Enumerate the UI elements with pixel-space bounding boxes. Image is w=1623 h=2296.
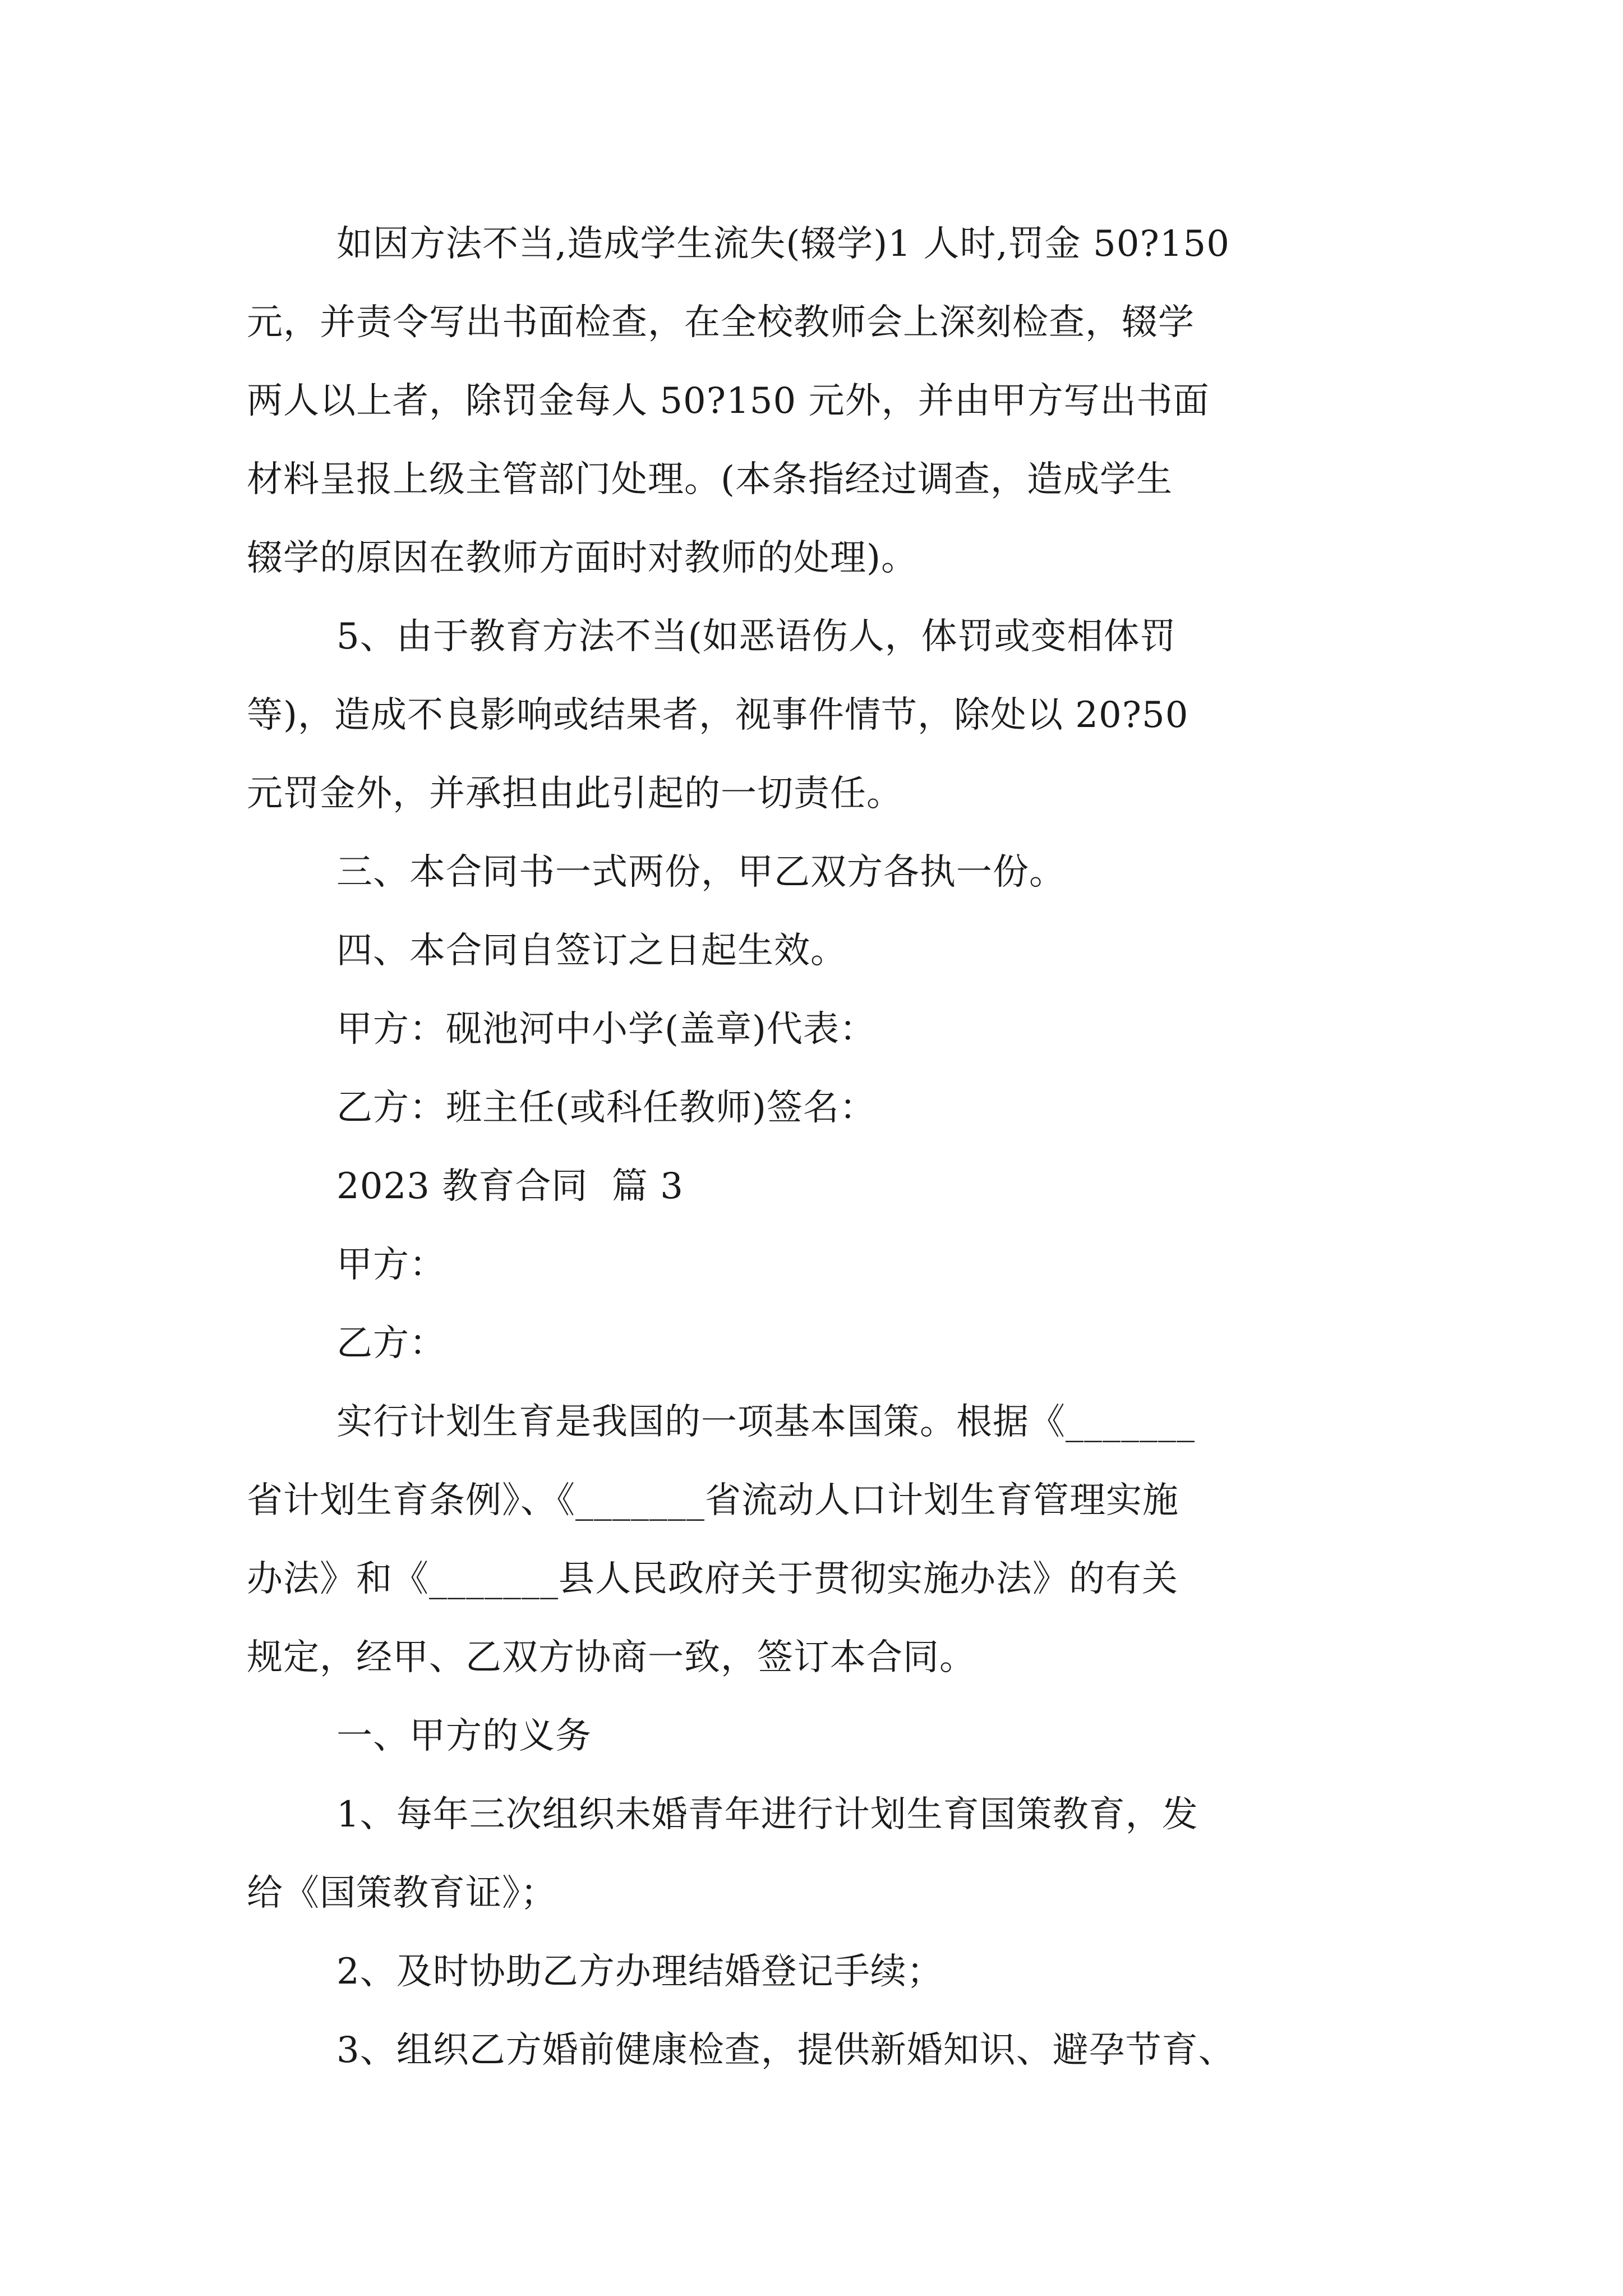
paragraph-line: 三、本合同书一式两份，甲乙双方各执一份。 [336,852,1066,893]
party-b-line: 乙方：班主任(或科任教师)签名： [336,1087,876,1129]
paragraph-line: 2、及时协助乙方办理结婚登记手续； [336,1951,943,1993]
paragraph-line: 元，并责令写出书面检查，在全校教师会上深刻检查，辍学 [247,302,1195,343]
paragraph-line: 四、本合同自签订之日起生效。 [336,930,847,972]
paragraph-line: 两人以上者，除罚金每人 50?150 元外，并由甲方写出书面 [247,380,1210,422]
paragraph-line: 规定，经甲、乙双方协商一致，签订本合同。 [247,1637,976,1678]
paragraph-line: 办法》和《_______县人民政府关于贯彻实施办法》的有关 [247,1558,1178,1600]
paragraph-line: 实行计划生育是我国的一项基本国策。根据《_______ [336,1401,1195,1443]
party-a-line: 甲方：砚池河中小学(盖章)代表： [336,1009,876,1050]
paragraph-line: 给《国策教育证》； [247,1872,557,1914]
paragraph-line: 5、由于教育方法不当(如恶语伤人，体罚或变相体罚 [336,616,1177,657]
paragraph-line: 材料呈报上级主管部门处理。(本条指经过调查，造成学生 [247,459,1173,500]
paragraph-line: 辍学的原因在教师方面时对教师的处理)。 [247,537,917,579]
party-a-line: 甲方： [336,1244,446,1286]
party-b-line: 乙方： [336,1323,446,1364]
paragraph-line: 元罚金外，并承担由此引起的一切责任。 [247,773,903,815]
paragraph-line: 3、组织乙方婚前健康检查，提供新婚知识、避孕节育、 [336,2030,1235,2071]
section-heading: 2023 教育合同 篇 3 [336,1166,684,1207]
paragraph-line: 等)，造成不良影响或结果者，视事件情节，除处以 20?50 [247,694,1189,736]
paragraph-line: 如因方法不当,造成学生流失(辍学)1 人时,罚金 50?150 [336,223,1230,265]
paragraph-line: 1、每年三次组织未婚青年进行计划生育国策教育，发 [336,1794,1198,1835]
paragraph-line: 省计划生育条例》、《_______省流动人口计划生育管理实施 [247,1480,1179,1521]
section-heading: 一、甲方的义务 [336,1715,592,1757]
